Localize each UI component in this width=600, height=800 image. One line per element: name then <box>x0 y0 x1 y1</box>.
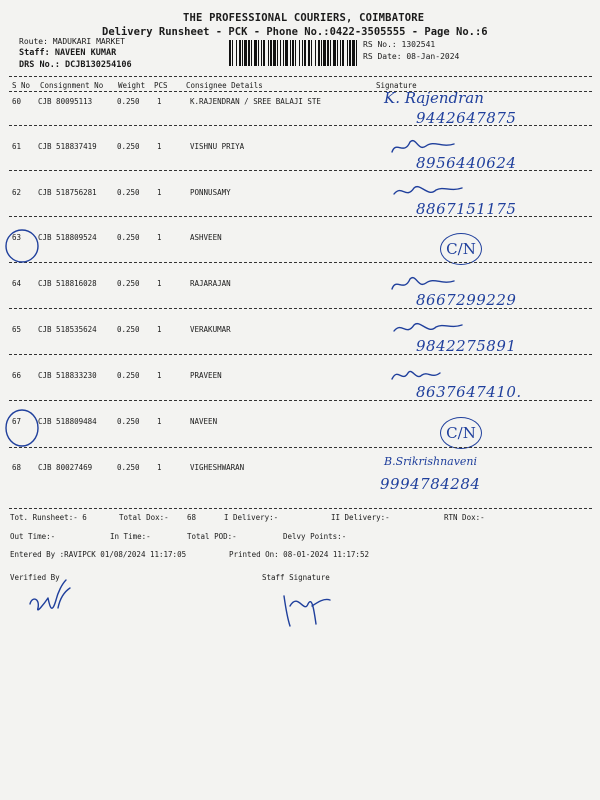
row-consignee-name: PONNUSAMY <box>190 188 231 197</box>
row-weight: 0.250 <box>117 279 140 288</box>
row-pcs: 1 <box>157 279 162 288</box>
barcode-bar <box>340 40 341 66</box>
row-consignment-no: CJB 518756281 <box>38 188 97 197</box>
cn-stamp: C/N <box>440 233 482 265</box>
row-consignee-name: ASHVEEN <box>190 233 222 242</box>
row-divider <box>9 447 592 448</box>
barcode-bar <box>318 40 320 66</box>
signature-scribble <box>388 271 498 293</box>
col-sno: S No <box>12 81 31 90</box>
barcode-bar <box>277 40 278 66</box>
barcode-bar <box>304 40 306 66</box>
row-consignee-name: RAJARAJAN <box>190 279 231 288</box>
barcode-bar <box>263 40 265 66</box>
row-consignment-no: CJB 518535624 <box>38 325 97 334</box>
barcode-bar <box>270 40 272 66</box>
barcode-bar <box>244 40 247 66</box>
row-divider <box>9 308 592 309</box>
row-weight: 0.250 <box>117 142 140 151</box>
barcode-bar <box>302 40 303 66</box>
row-weight: 0.250 <box>117 371 140 380</box>
staff-label: Staff: NAVEEN KUMAR <box>19 48 117 58</box>
barcode-bar <box>261 40 262 66</box>
row-consignee-name: VISHNU PRIYA <box>190 142 245 151</box>
row-sno: 68 <box>12 463 22 472</box>
barcode-bar <box>333 40 336 66</box>
barcode-bar <box>248 40 250 66</box>
signature-phone: 9442647875 <box>416 109 517 127</box>
circle-mark-row-67 <box>3 406 43 450</box>
barcode-bar <box>295 40 296 66</box>
row-pcs: 1 <box>157 97 162 106</box>
row-signature <box>380 457 590 499</box>
row-divider <box>9 170 592 171</box>
delvy-points: Delvy Points:- <box>283 532 347 541</box>
barcode-bar <box>285 40 288 66</box>
row-pcs: 1 <box>157 188 162 197</box>
rtn-dox: RTN Dox:- <box>444 513 485 522</box>
barcode-bar <box>349 40 351 66</box>
row-consignee-name: K.RAJENDRAN / SREE BALAJI STE <box>190 97 321 106</box>
row-weight: 0.250 <box>117 188 140 197</box>
signature-scribble <box>388 317 498 339</box>
row-weight: 0.250 <box>117 97 140 106</box>
row-weight: 0.250 <box>117 463 140 472</box>
col-pcs: PCS <box>154 81 168 90</box>
total-dox-value: 68 <box>187 513 197 522</box>
row-sno: 61 <box>12 142 22 151</box>
barcode-bar <box>342 40 344 66</box>
verified-by-signature <box>22 574 82 620</box>
row-consignment-no: CJB 80027469 <box>38 463 93 472</box>
row-pcs: 1 <box>157 325 162 334</box>
row-signature <box>380 91 590 133</box>
circle-mark-row-63 <box>3 226 43 266</box>
drs-label: DRS No.: DCJB130254106 <box>19 60 132 70</box>
barcode-bar <box>232 40 233 66</box>
row-weight: 0.250 <box>117 233 140 242</box>
signature-phone: 8867151175 <box>416 200 517 218</box>
barcode-bar <box>242 40 243 66</box>
row-signature <box>380 136 590 178</box>
row-weight: 0.250 <box>117 325 140 334</box>
barcode-bar <box>337 40 338 66</box>
row-consignee-name: VIGHESHWARAN <box>190 463 245 472</box>
company-title: THE PROFESSIONAL COURIERS, COIMBATORE <box>183 12 425 24</box>
barcode-bar <box>308 40 310 66</box>
barcode-bar <box>273 40 276 66</box>
col-consignment: Consignment No <box>40 81 104 90</box>
barcode-bar <box>283 40 284 66</box>
barcode-bar <box>280 40 281 66</box>
footer-rule <box>9 508 592 509</box>
barcode-bar <box>315 40 316 66</box>
row-consignment-no: CJB 518833230 <box>38 371 97 380</box>
total-dox-label: Total Dox:- <box>119 513 169 522</box>
rs-number: RS No.: 1302541 <box>363 40 436 49</box>
runsheet-title: Delivery Runsheet - PCK - Phone No.:0422-3505555 - Page No.:6 <box>102 26 488 38</box>
signature-phone: 8637647410. <box>416 383 522 401</box>
col-signature: Signature <box>376 81 417 90</box>
barcode-bar <box>323 40 326 66</box>
row-sno: 66 <box>12 371 22 380</box>
row-pcs: 1 <box>157 233 162 242</box>
barcode-bar <box>254 40 257 66</box>
row-sno: 64 <box>12 279 22 288</box>
row-weight: 0.250 <box>117 417 140 426</box>
row-divider <box>9 400 592 401</box>
barcode-bar <box>292 40 294 66</box>
staff-signature-mark <box>278 584 338 632</box>
row-pcs: 1 <box>157 142 162 151</box>
signature-name: B.Srikrishnaveni <box>384 455 478 468</box>
row-signature <box>380 182 590 224</box>
row-divider <box>9 216 592 217</box>
barcode-bar <box>321 40 322 66</box>
row-pcs: 1 <box>157 417 162 426</box>
row-consignment-no: CJB 80095113 <box>38 97 93 106</box>
rs-date: RS Date: 08-Jan-2024 <box>363 52 460 61</box>
barcode-bar <box>258 40 259 66</box>
header-rule-top <box>9 76 592 77</box>
barcode-bar <box>356 40 357 66</box>
row-divider <box>9 354 592 355</box>
row-consignee-name: NAVEEN <box>190 417 218 426</box>
row-consignment-no: CJB 518809524 <box>38 233 97 242</box>
row-sno: 63 <box>12 233 22 242</box>
route-label: Route: MADUKARI MARKET <box>19 37 125 46</box>
row-pcs: 1 <box>157 463 162 472</box>
tot-runsheet: Tot. Runsheet:- 6 <box>10 513 87 522</box>
out-time: Out Time:- <box>10 532 56 541</box>
barcode-bar <box>268 40 269 66</box>
in-time: In Time:- <box>110 532 151 541</box>
signature-scribble <box>388 180 498 202</box>
barcode-bar <box>330 40 331 66</box>
barcode-bar <box>352 40 355 66</box>
row-sno: 67 <box>12 417 22 426</box>
barcode-bar <box>239 40 241 66</box>
col-weight: Weight <box>118 81 146 90</box>
signature-phone: 8667299229 <box>416 291 517 309</box>
total-pod: Total POD:- <box>187 532 237 541</box>
barcode-bar <box>290 40 291 66</box>
signature-scribble <box>388 134 498 156</box>
barcode-bar <box>327 40 329 66</box>
barcode <box>229 40 359 66</box>
signature-phone: 9994784284 <box>380 475 481 493</box>
row-pcs: 1 <box>157 371 162 380</box>
row-sno: 65 <box>12 325 22 334</box>
row-divider <box>9 262 592 263</box>
ii-delivery: II Delivery:- <box>331 513 390 522</box>
barcode-bar <box>299 40 300 66</box>
row-consignee-name: VERAKUMAR <box>190 325 231 334</box>
signature-phone: 9842275891 <box>416 337 517 355</box>
signature-scribble <box>388 363 498 385</box>
printed-on: Printed On: 08-01-2024 11:17:52 <box>229 550 369 559</box>
signature-name: K. Rajendran <box>384 89 484 107</box>
barcode-bar <box>229 40 231 66</box>
row-consignment-no: CJB 518816028 <box>38 279 97 288</box>
cn-stamp: C/N <box>440 417 482 449</box>
row-divider <box>9 125 592 126</box>
col-consignee: Consignee Details <box>186 81 263 90</box>
row-sno: 62 <box>12 188 22 197</box>
row-consignment-no: CJB 518809484 <box>38 417 97 426</box>
barcode-bar <box>251 40 252 66</box>
row-sno: 60 <box>12 97 22 106</box>
barcode-bar <box>347 40 348 66</box>
staff-signature-label: Staff Signature <box>262 573 330 582</box>
verified-by-label: Verified By <box>10 573 60 582</box>
barcode-bar <box>236 40 237 66</box>
signature-phone: 8956440624 <box>416 154 517 172</box>
i-delivery: I Delivery:- <box>224 513 279 522</box>
row-consignment-no: CJB 518837419 <box>38 142 97 151</box>
row-consignee-name: PRAVEEN <box>190 371 222 380</box>
barcode-bar <box>311 40 312 66</box>
entered-by: Entered By :RAVIPCK 01/08/2024 11:17:05 <box>10 550 187 559</box>
